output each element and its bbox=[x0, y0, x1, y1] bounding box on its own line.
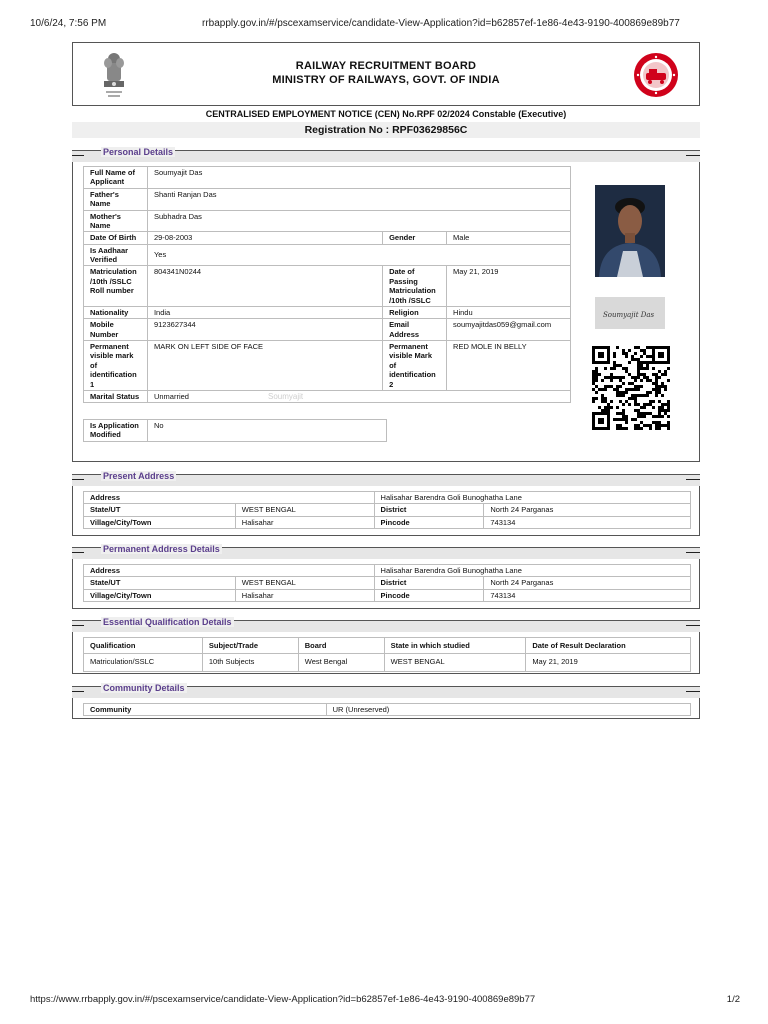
table-row bbox=[84, 266, 571, 307]
section-title: Present Address bbox=[103, 471, 175, 481]
table-row bbox=[84, 188, 571, 210]
section-title: Permanent Address Details bbox=[103, 544, 220, 554]
religion-label: Religion bbox=[383, 306, 447, 318]
rrb-banner bbox=[72, 42, 700, 106]
subject-cell: 10th Subjects bbox=[202, 654, 298, 671]
table-row bbox=[84, 589, 691, 601]
state-label: State/UT bbox=[84, 504, 236, 516]
subject-header: Subject/Trade bbox=[202, 638, 298, 654]
passing-date-label: Date of Passing Matriculation /10th /SSLC bbox=[383, 266, 447, 307]
marital-status-value: Unmarried bbox=[147, 390, 570, 402]
nationality-value: India bbox=[147, 306, 382, 318]
table-row bbox=[84, 341, 571, 391]
present-address-table bbox=[83, 491, 691, 529]
applicant-photo-image bbox=[595, 185, 665, 277]
pincode-label: Pincode bbox=[374, 516, 484, 528]
modified-label: Is Application Modified bbox=[84, 420, 148, 442]
community-table bbox=[83, 703, 691, 716]
table-row bbox=[84, 167, 571, 189]
permanent-address-table bbox=[83, 564, 691, 602]
watermark-text: Soumyajit bbox=[268, 392, 304, 401]
application-modified-table bbox=[83, 419, 387, 442]
table-row bbox=[84, 504, 691, 516]
board-cell: West Bengal bbox=[298, 654, 384, 671]
state-value: WEST BENGAL bbox=[235, 577, 374, 589]
state-studied-header: State in which studied bbox=[384, 638, 526, 654]
mark2-label: Permanent visible Mark of identification 2 bbox=[383, 341, 447, 391]
state-label: State/UT bbox=[84, 577, 236, 589]
pincode-label: Pincode bbox=[374, 589, 484, 601]
indian-railways-logo-icon bbox=[633, 52, 679, 98]
personal-table bbox=[83, 166, 571, 403]
footer-url: https://www.rrbapply.gov.in/#/pscexamservice/candidate-View-Application?id=b62857ef-1e86-4e43-9190-400869e89b77 bbox=[30, 994, 536, 1005]
mark2-value: RED MOLE IN BELLY bbox=[447, 341, 571, 391]
village-label: Village/City/Town bbox=[84, 589, 236, 601]
table-row bbox=[84, 577, 691, 589]
section-title: Community Details bbox=[103, 683, 185, 693]
table-row bbox=[84, 390, 571, 402]
full-name-value: Soumyajit Das bbox=[147, 167, 570, 189]
present-address-section bbox=[72, 471, 700, 536]
address-value: Halisahar Barendra Goli Bunoghatha Lane bbox=[374, 565, 690, 577]
religion-value: Hindu bbox=[447, 306, 571, 318]
community-section bbox=[72, 683, 700, 719]
table-row bbox=[84, 654, 691, 671]
section-title: Essential Qualification Details bbox=[103, 617, 232, 627]
qualification-cell: Matriculation/SSLC bbox=[84, 654, 203, 671]
community-label: Community bbox=[84, 704, 327, 716]
address-label: Address bbox=[84, 492, 375, 504]
board-name: RAILWAY RECRUITMENT BOARD bbox=[295, 60, 477, 72]
village-label: Village/City/Town bbox=[84, 516, 236, 528]
community-value: UR (Unreserved) bbox=[326, 704, 690, 716]
applicant-signature bbox=[595, 297, 665, 329]
state-value: WEST BENGAL bbox=[235, 504, 374, 516]
passing-date-value: May 21, 2019 bbox=[447, 266, 571, 307]
applicant-photo bbox=[595, 185, 665, 277]
table-row bbox=[84, 306, 571, 318]
mark1-value: MARK ON LEFT SIDE OF FACE bbox=[147, 341, 382, 391]
print-datetime: 10/6/24, 7:56 PM bbox=[30, 18, 107, 29]
cen-title: CENTRALISED EMPLOYMENT NOTICE (CEN) No.RPF 02/2024 Constable (Executive) bbox=[205, 109, 567, 119]
mobile-label: Mobile Number bbox=[84, 319, 148, 341]
result-date-header: Date of Result Declaration bbox=[526, 638, 691, 654]
result-date-cell: May 21, 2019 bbox=[526, 654, 691, 671]
mother-name-value: Subhadra Das bbox=[147, 210, 570, 232]
address-value: Halisahar Barendra Goli Bunoghatha Lane bbox=[374, 492, 690, 504]
modified-value: No bbox=[147, 420, 386, 442]
pincode-value: 743134 bbox=[484, 516, 691, 528]
gender-label: Gender bbox=[383, 232, 447, 244]
email-label: Email Address bbox=[383, 319, 447, 341]
signature-image bbox=[595, 297, 665, 329]
page-number: 1/2 bbox=[726, 994, 740, 1005]
table-row bbox=[84, 565, 691, 577]
qr-code-icon bbox=[591, 345, 671, 431]
ministry-name: MINISTRY OF RAILWAYS, GOVT. OF INDIA bbox=[272, 74, 500, 86]
permanent-address-section bbox=[72, 544, 700, 609]
personal-details-section bbox=[72, 147, 700, 462]
board-header: Board bbox=[298, 638, 384, 654]
table-row bbox=[84, 492, 691, 504]
pincode-value: 743134 bbox=[484, 589, 691, 601]
district-value: North 24 Parganas bbox=[484, 504, 691, 516]
aadhaar-label: Is Aadhaar Verified bbox=[84, 244, 148, 266]
signature-text: Soumyajit Das bbox=[603, 311, 655, 319]
district-label: District bbox=[374, 504, 484, 516]
gender-value: Male bbox=[447, 232, 571, 244]
mobile-value: 9123627344 bbox=[147, 319, 382, 341]
print-url: rrbapply.gov.in/#/pscexamservice/candidate-View-Application?id=b62857ef-1e86-4e43-9190-400869e89b77 bbox=[202, 18, 680, 29]
father-name-label: Father's Name bbox=[84, 188, 148, 210]
district-label: District bbox=[374, 577, 484, 589]
mark1-label: Permanent visible mark of identification 1 bbox=[84, 341, 148, 391]
table-row bbox=[84, 232, 571, 244]
email-value: soumyajitdas059@gmail.com bbox=[447, 319, 571, 341]
table-row bbox=[84, 516, 691, 528]
village-value: Halisahar bbox=[235, 516, 374, 528]
table-row bbox=[84, 210, 571, 232]
roll-number-label: Matriculation /10th /SSLC Roll number bbox=[84, 266, 148, 307]
table-row bbox=[84, 704, 691, 716]
registration-number: Registration No : RPF03629856C bbox=[72, 122, 700, 138]
village-value: Halisahar bbox=[235, 589, 374, 601]
aadhaar-value: Yes bbox=[147, 244, 570, 266]
father-name-value: Shanti Ranjan Das bbox=[147, 188, 570, 210]
dob-label: Date Of Birth bbox=[84, 232, 148, 244]
roll-number-value: 804341N0244 bbox=[147, 266, 382, 307]
full-name-label: Full Name of Applicant bbox=[84, 167, 148, 189]
dob-value: 29-08-2003 bbox=[147, 232, 382, 244]
qualification-header: Qualification bbox=[84, 638, 203, 654]
table-row bbox=[84, 244, 571, 266]
section-title: Personal Details bbox=[103, 147, 174, 157]
address-label: Address bbox=[84, 565, 375, 577]
qualification-table bbox=[83, 637, 691, 672]
nationality-label: Nationality bbox=[84, 306, 148, 318]
qualification-section bbox=[72, 617, 700, 674]
state-studied-cell: WEST BENGAL bbox=[384, 654, 526, 671]
district-value: North 24 Parganas bbox=[484, 577, 691, 589]
mother-name-label: Mother's Name bbox=[84, 210, 148, 232]
table-header-row bbox=[84, 638, 691, 654]
marital-status-label: Marital Status bbox=[84, 390, 148, 402]
table-row bbox=[84, 319, 571, 341]
table-row bbox=[84, 420, 387, 442]
